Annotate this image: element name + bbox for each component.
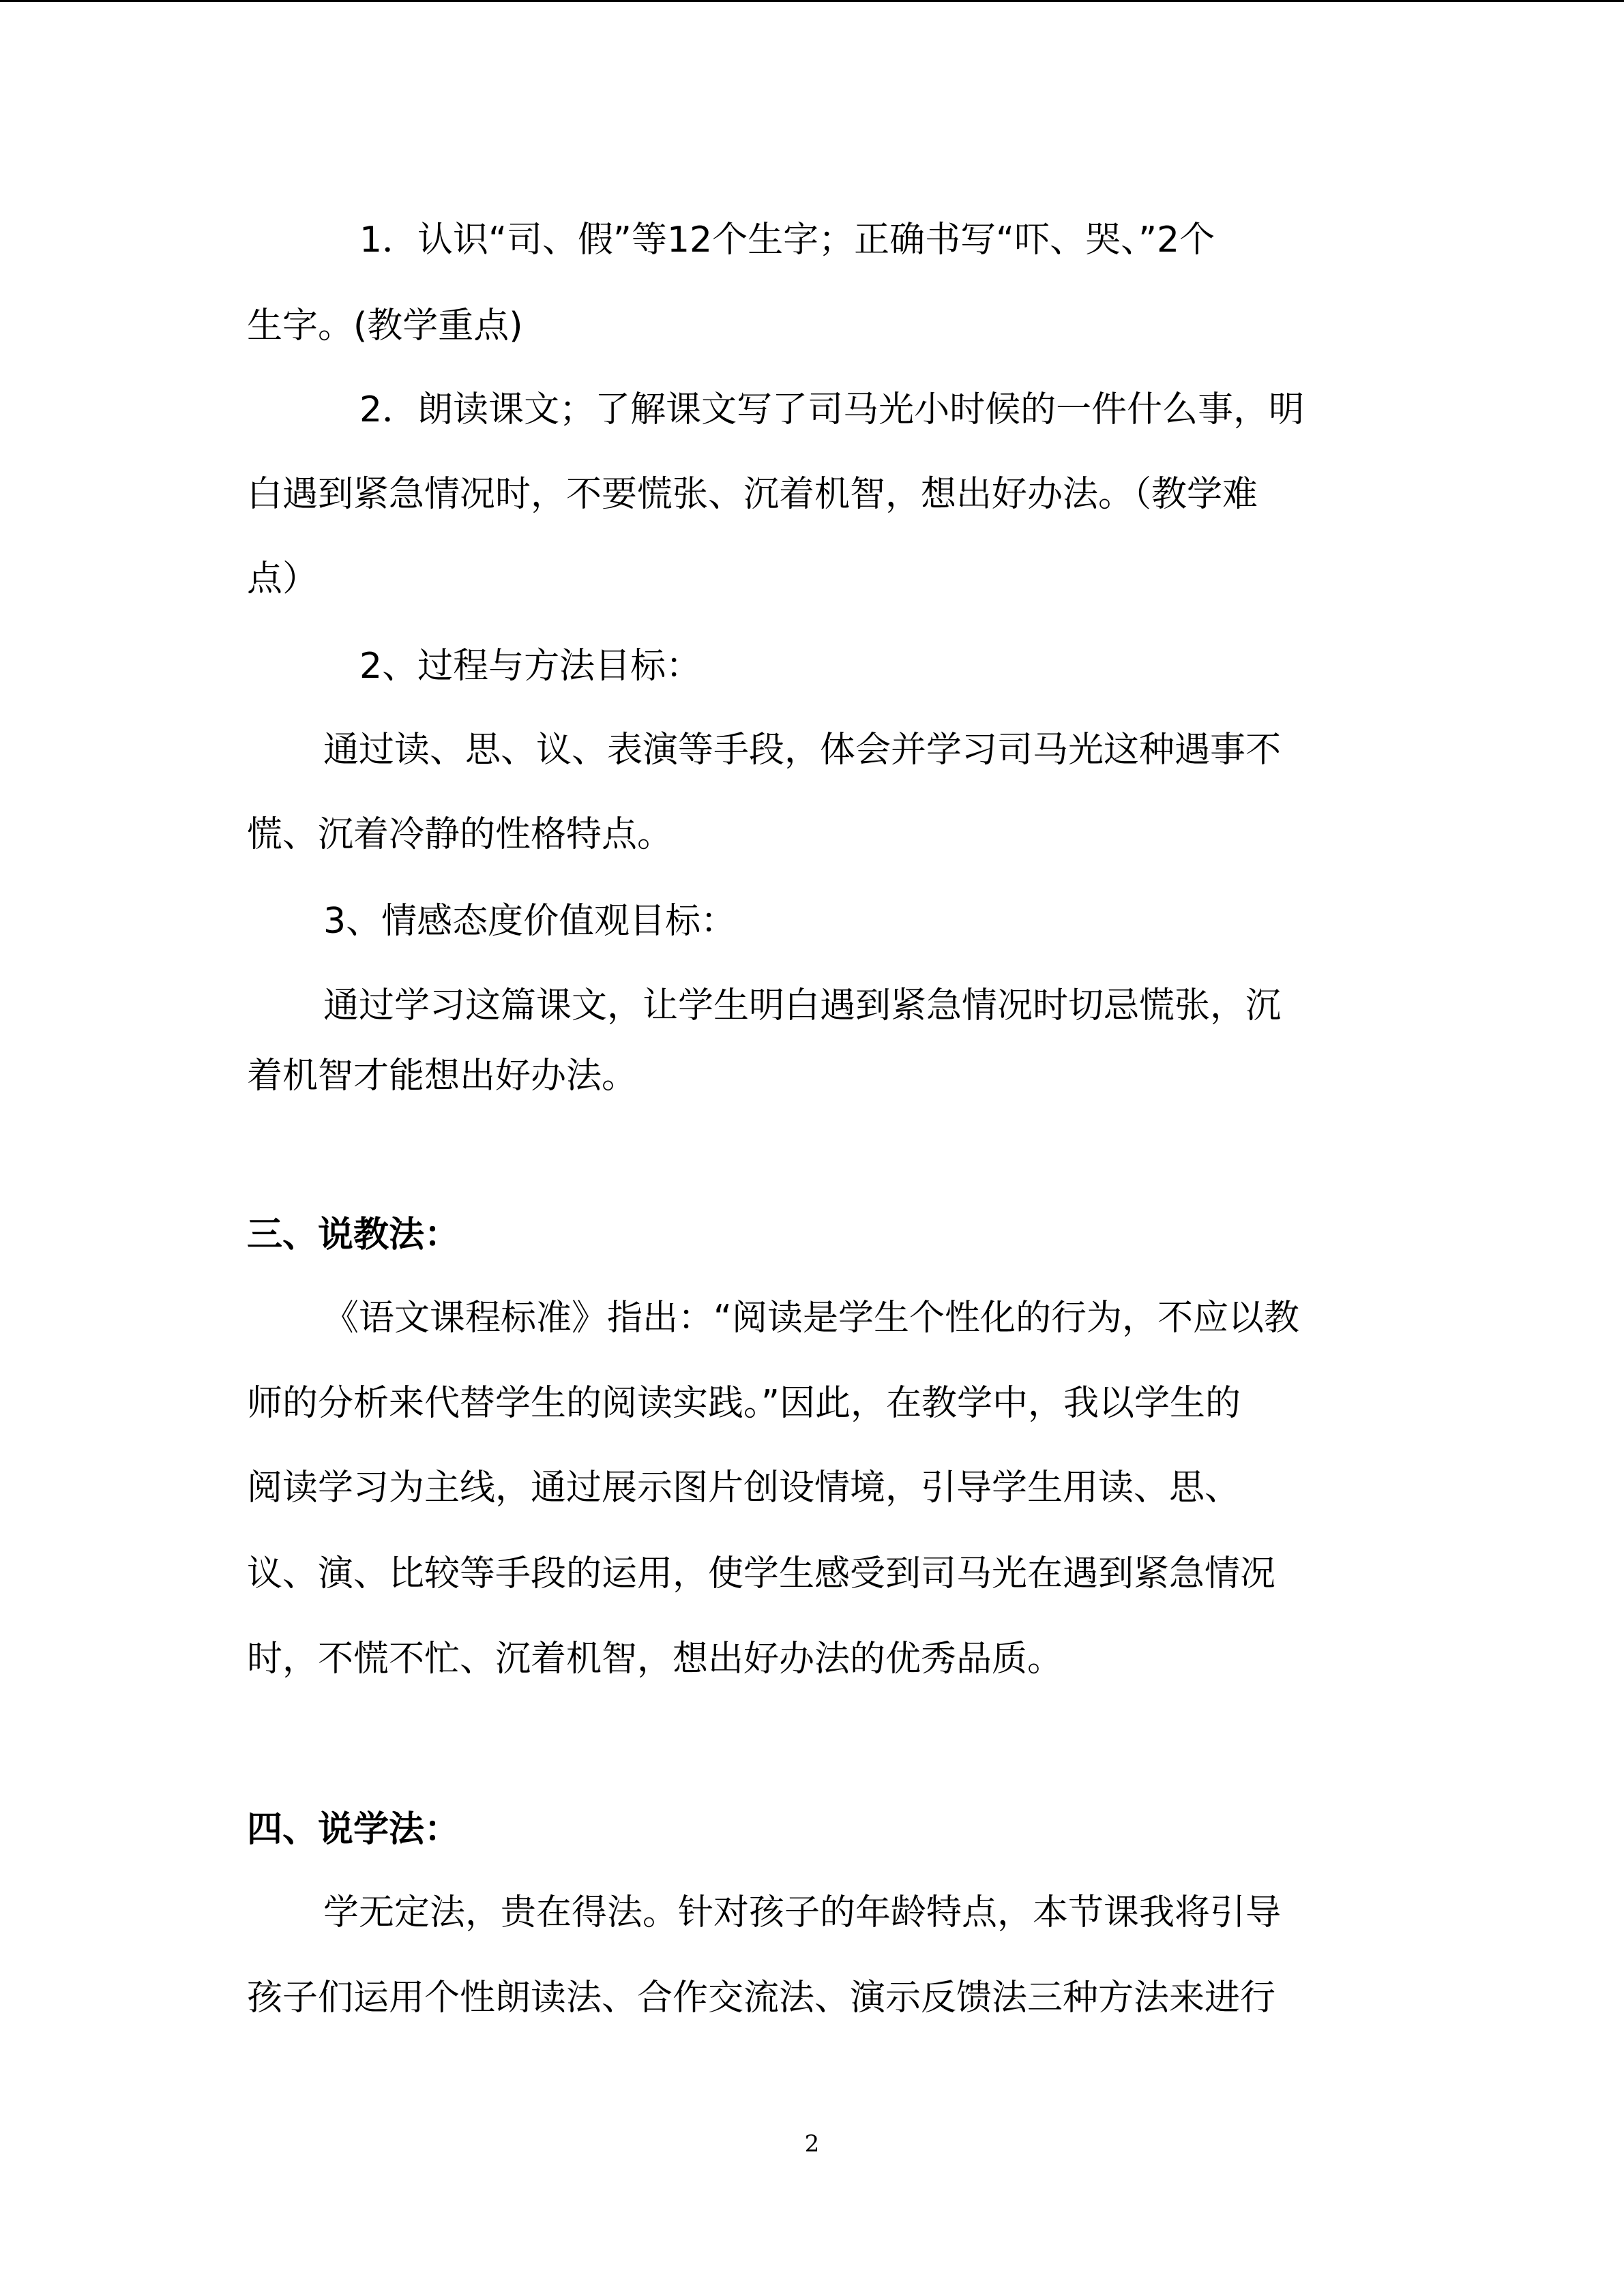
process-goal-line-1: 通过读、思、议、表演等手段，体会并学习司马光这种遇事不 [323, 730, 1282, 771]
section-three-heading: 三、说教法： [247, 1214, 460, 1255]
section-four-line-2: 孩子们运用个性朗读法、合作交流法、演示反馈法三种方法来进行 [247, 1978, 1276, 2018]
section-three-line-3: 阅读学习为主线，通过展示图片创设情境，引导学生用读、思、 [247, 1467, 1241, 1508]
objective-1-line-2: 生字。(教学重点) [247, 305, 523, 346]
objective-2-line-1: 2．朗读课文；了解课文写了司马光小时候的一件什么事，明 [359, 389, 1305, 430]
section-three-line-4: 议、演、比较等手段的运用，使学生感受到司马光在遇到紧急情况 [247, 1553, 1276, 1594]
emotion-goal-heading: 3、情感态度价值观目标： [323, 901, 737, 942]
section-three-line-1: 《语文课程标准》指出：“阅读是学生个性化的行为，不应以教 [323, 1298, 1299, 1339]
emotion-goal-line-1: 通过学习这篇课文，让学生明白遇到紧急情况时切忌慌张，沉 [323, 985, 1282, 1026]
process-goal-heading: 2、过程与方法目标： [359, 646, 702, 687]
page-number: 2 [804, 2130, 820, 2158]
top-border-rule [0, 0, 1624, 2]
objective-1-line-1: 1．认识“司、假”等12个生字；正确书写“吓、哭、”2个 [359, 220, 1215, 260]
emotion-goal-line-2: 着机智才能想出好办法。 [247, 1056, 638, 1097]
process-goal-line-2: 慌、沉着冷静的性格特点。 [247, 814, 673, 855]
section-three-line-2: 师的分析来代替学生的阅读实践。”因此，在教学中，我以学生的 [247, 1383, 1241, 1424]
objective-2-line-2: 白遇到紧急情况时，不要慌张、沉着机智，想出好办法。（教学难 [247, 474, 1258, 515]
section-three-line-5: 时，不慌不忙、沉着机智，想出好办法的优秀品质。 [247, 1639, 1063, 1680]
section-four-line-1: 学无定法，贵在得法。针对孩子的年龄特点，本节课我将引导 [323, 1892, 1282, 1933]
section-four-heading: 四、说学法： [247, 1809, 460, 1850]
objective-2-line-3: 点） [247, 558, 319, 599]
